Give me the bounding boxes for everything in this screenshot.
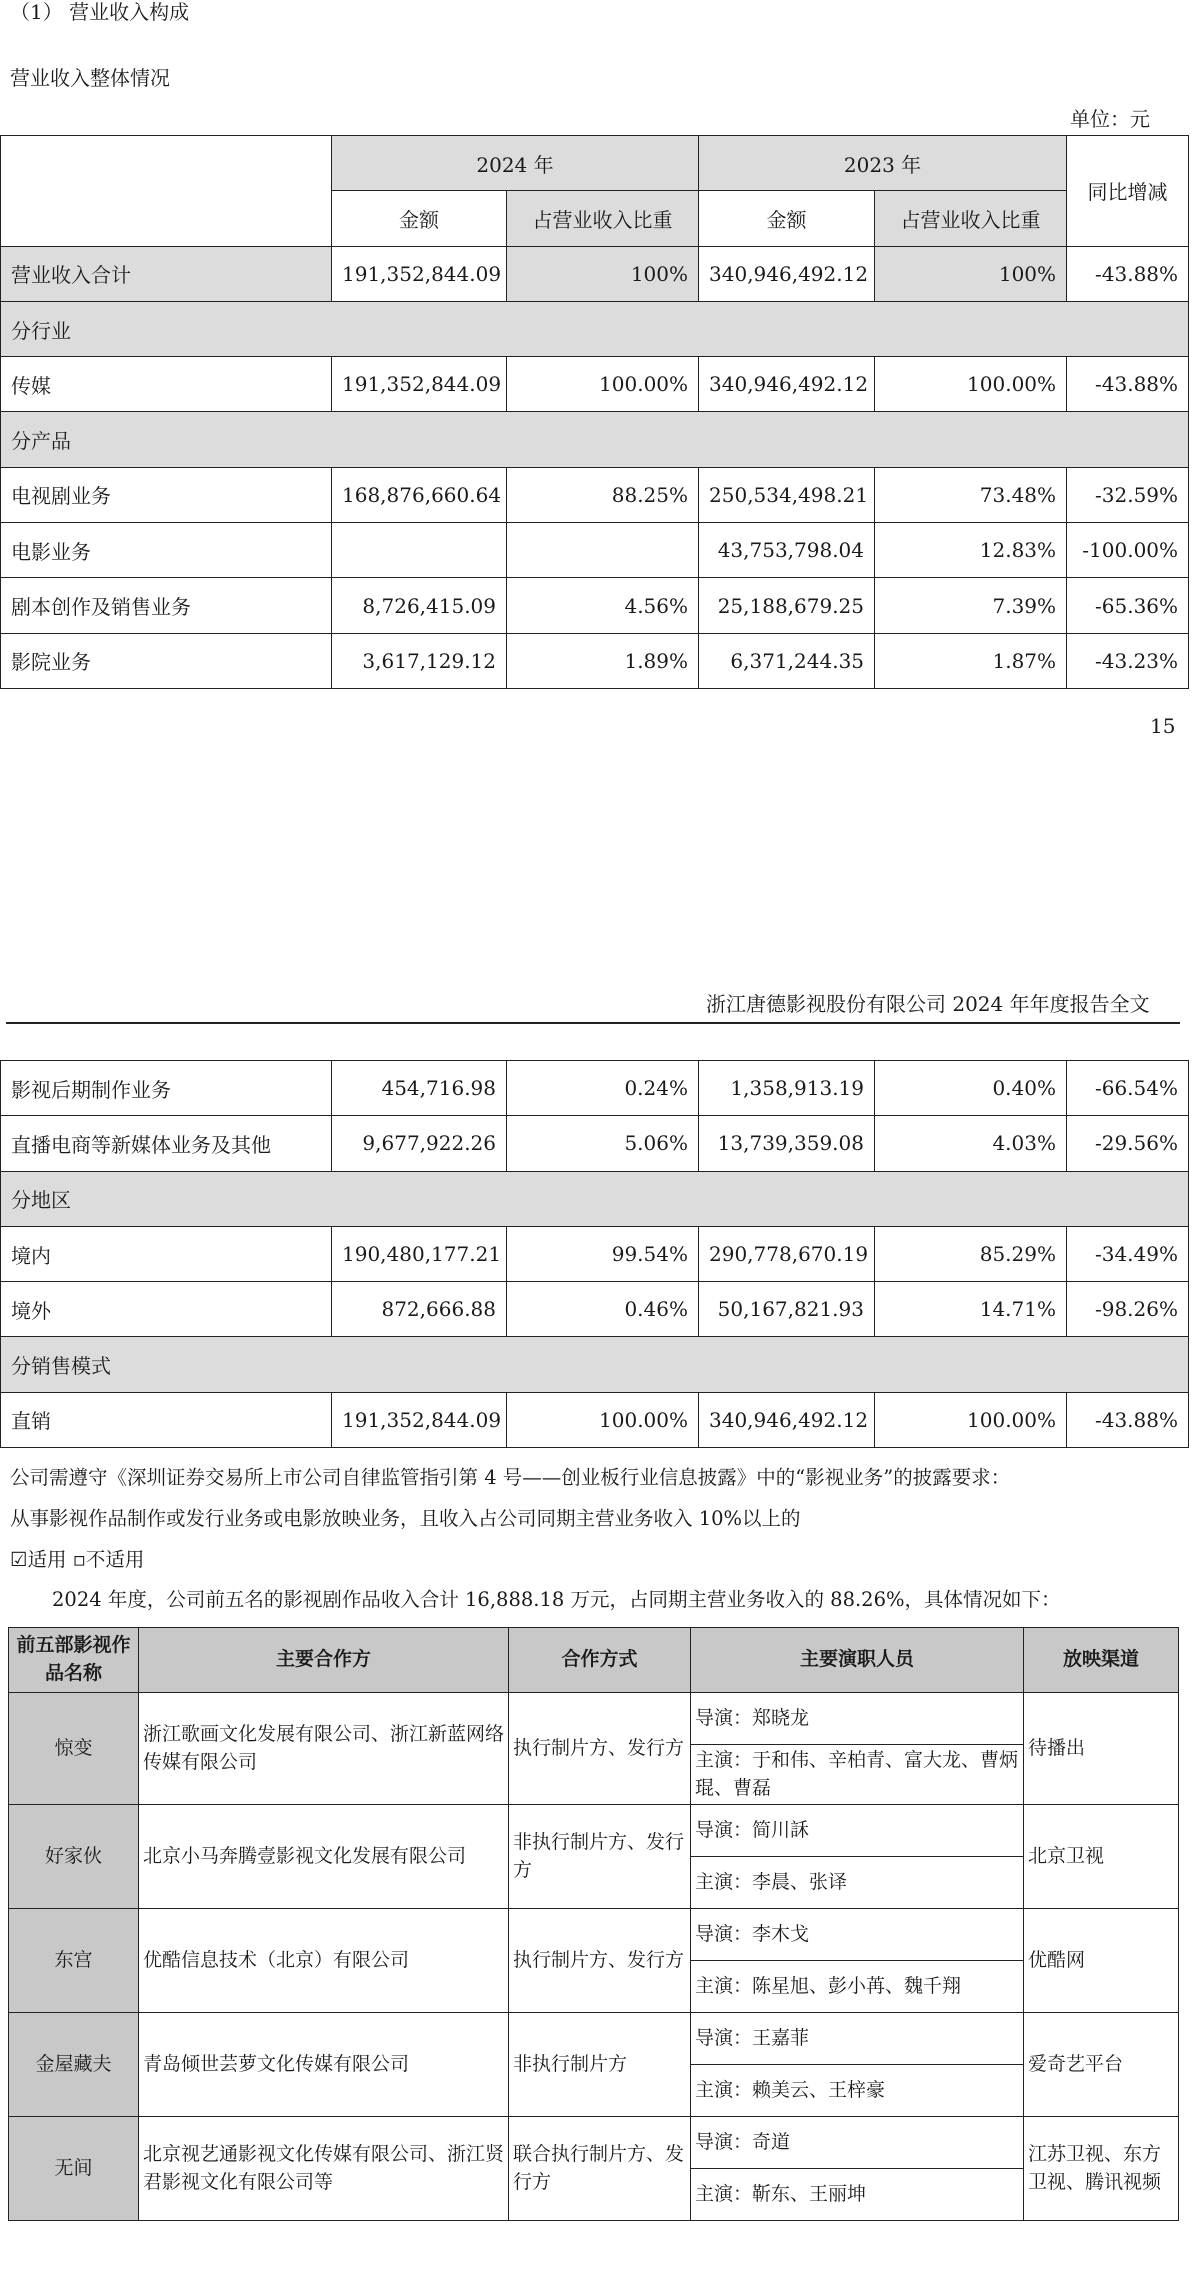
- header-share-2023: 占营业收入比重: [875, 191, 1067, 246]
- work-mode: 非执行制片方、发行方: [509, 1805, 691, 1909]
- header-amount-2023: 金额: [699, 191, 875, 246]
- table-row: [1, 1392, 1189, 1447]
- amount-2023: 6,371,244.35: [699, 633, 875, 688]
- work-row: [9, 1805, 1179, 1857]
- share-2024: 0.24%: [507, 1061, 699, 1116]
- category-label: 分行业: [1, 301, 1189, 356]
- share-2023: 100.00%: [875, 357, 1067, 412]
- table-row: [1, 467, 1189, 522]
- works-header-row: [9, 1628, 1179, 1693]
- yoy-change: -65.36%: [1067, 578, 1189, 633]
- yoy-change: -43.88%: [1067, 357, 1189, 412]
- work-cast: 主演：于和伟、辛柏青、富大龙、曹炳琨、曹磊: [691, 1745, 1024, 1805]
- row-label: 电视剧业务: [1, 467, 332, 522]
- amount-2023: 340,946,492.12: [699, 357, 875, 412]
- yoy-change: -43.88%: [1067, 1392, 1189, 1447]
- share-2024: 4.56%: [507, 578, 699, 633]
- disclosure-line-2: 从事影视作品制作或发行业务或电影放映业务，且收入占公司同期主营业务收入 10%以上的: [10, 1507, 801, 1530]
- share-2024: 1.89%: [507, 633, 699, 688]
- amount-2023: 13,739,359.08: [699, 1116, 875, 1171]
- header-blank: [1, 136, 332, 247]
- yoy-change: -32.59%: [1067, 467, 1189, 522]
- table-row: [1, 1061, 1189, 1116]
- header-mode: 合作方式: [509, 1628, 691, 1693]
- header-cast: 主要演职人员: [691, 1628, 1024, 1693]
- share-2023: 12.83%: [875, 523, 1067, 578]
- category-row-region: [1, 1171, 1189, 1226]
- work-director: 导演：简川訸: [691, 1805, 1024, 1857]
- amount-2024: 168,876,660.64: [332, 467, 507, 522]
- amount-2023: 340,946,492.12: [699, 1392, 875, 1447]
- table-row: [1, 357, 1189, 412]
- amount-2024: 190,480,177.21: [332, 1226, 507, 1281]
- page-number: 15: [1150, 714, 1176, 738]
- revenue-table-continued: [0, 1060, 1189, 1448]
- share-2023: 7.39%: [875, 578, 1067, 633]
- amount-2024: 8,726,415.09: [332, 578, 507, 633]
- share-2024: 100.00%: [507, 1392, 699, 1447]
- row-label: 影视后期制作业务: [1, 1061, 332, 1116]
- amount-2023: 290,778,670.19: [699, 1226, 875, 1281]
- amount-2024: 454,716.98: [332, 1061, 507, 1116]
- yoy-change: -43.23%: [1067, 633, 1189, 688]
- work-channel: 爱奇艺平台: [1024, 2013, 1179, 2117]
- work-channel: 优酷网: [1024, 1909, 1179, 2013]
- amount-2024: 191,352,844.09: [332, 246, 507, 301]
- work-director: 导演：郑晓龙: [691, 1693, 1024, 1745]
- work-mode: 执行制片方、发行方: [509, 1909, 691, 2013]
- category-label: 分销售模式: [1, 1337, 1189, 1392]
- work-name: 好家伙: [9, 1805, 139, 1909]
- row-label: 直播电商等新媒体业务及其他: [1, 1116, 332, 1171]
- work-channel: 江苏卫视、东方卫视、腾讯视频: [1024, 2117, 1179, 2221]
- row-label: 境外: [1, 1282, 332, 1337]
- work-row: [9, 1693, 1179, 1745]
- amount-2024: 872,666.88: [332, 1282, 507, 1337]
- work-director: 导演：李木戈: [691, 1909, 1024, 1961]
- row-label: 影院业务: [1, 633, 332, 688]
- section-heading: （1） 营业收入构成: [10, 0, 190, 24]
- work-name: 无间: [9, 2117, 139, 2221]
- row-label: 直销: [1, 1392, 332, 1447]
- disclosure-line-1: 公司需遵守《深圳证券交易所上市公司自律监管指引第 4 号——创业板行业信息披露》中的“影视业务”的披露要求：: [10, 1466, 1011, 1489]
- share-2023: 73.48%: [875, 467, 1067, 522]
- work-partner: 优酷信息技术（北京）有限公司: [139, 1909, 509, 2013]
- header-2024: 2024 年: [332, 136, 699, 191]
- header-partner: 主要合作方: [139, 1628, 509, 1693]
- work-cast: 主演：陈星旭、彭小苒、魏千翔: [691, 1961, 1024, 2013]
- header-channel: 放映渠道: [1024, 1628, 1179, 1693]
- category-row-industry: [1, 301, 1189, 356]
- share-2024: 5.06%: [507, 1116, 699, 1171]
- amount-2024: 191,352,844.09: [332, 1392, 507, 1447]
- work-channel: 待播出: [1024, 1693, 1179, 1805]
- work-row: [9, 2013, 1179, 2065]
- row-label: 剧本创作及销售业务: [1, 578, 332, 633]
- work-row: [9, 2117, 1179, 2169]
- work-cast: 主演：李晨、张译: [691, 1857, 1024, 1909]
- work-director: 导演：王嘉菲: [691, 2013, 1024, 2065]
- share-2023: 85.29%: [875, 1226, 1067, 1281]
- yoy-change: -98.26%: [1067, 1282, 1189, 1337]
- table-row: [1, 578, 1189, 633]
- category-row-sales: [1, 1337, 1189, 1392]
- table-row-total: [1, 246, 1189, 301]
- share-2024: 100.00%: [507, 357, 699, 412]
- table-row: [1, 1116, 1189, 1171]
- work-mode: 执行制片方、发行方: [509, 1693, 691, 1805]
- category-label: 分地区: [1, 1171, 1189, 1226]
- work-cast: 主演：赖美云、王梓豪: [691, 2065, 1024, 2117]
- share-2024: 0.46%: [507, 1282, 699, 1337]
- header-2023: 2023 年: [699, 136, 1067, 191]
- revenue-table: [0, 135, 1189, 689]
- header-amount-2024: 金额: [332, 191, 507, 246]
- yoy-change: -43.88%: [1067, 246, 1189, 301]
- unit-label: 单位：元: [1070, 107, 1150, 131]
- amount-2023: 250,534,498.21: [699, 467, 875, 522]
- work-partner: 青岛倾世芸萝文化传媒有限公司: [139, 2013, 509, 2117]
- yoy-change: -34.49%: [1067, 1226, 1189, 1281]
- work-mode: 非执行制片方: [509, 2013, 691, 2117]
- table-row: [1, 633, 1189, 688]
- share-2023: 1.87%: [875, 633, 1067, 688]
- amount-2023: 1,358,913.19: [699, 1061, 875, 1116]
- header-work-name: 前五部影视作品名称: [9, 1628, 139, 1693]
- amount-2023: 25,188,679.25: [699, 578, 875, 633]
- yoy-change: -29.56%: [1067, 1116, 1189, 1171]
- amount-2023: 340,946,492.12: [699, 246, 875, 301]
- share-2023: 100%: [875, 246, 1067, 301]
- share-2024: 99.54%: [507, 1226, 699, 1281]
- row-label: 传媒: [1, 357, 332, 412]
- work-director: 导演：奇道: [691, 2117, 1024, 2169]
- table-row: [1, 523, 1189, 578]
- header-share-2024: 占营业收入比重: [507, 191, 699, 246]
- share-2023: 4.03%: [875, 1116, 1067, 1171]
- yoy-change: -66.54%: [1067, 1061, 1189, 1116]
- applicable-checkbox: ☑适用 ▫不适用: [10, 1548, 145, 1571]
- amount-2023: 43,753,798.04: [699, 523, 875, 578]
- category-label: 分产品: [1, 412, 1189, 467]
- amount-2024: 3,617,129.12: [332, 633, 507, 688]
- share-2023: 0.40%: [875, 1061, 1067, 1116]
- top-works-table: [8, 1627, 1179, 2221]
- share-2024: 88.25%: [507, 467, 699, 522]
- work-name: 东宫: [9, 1909, 139, 2013]
- work-partner: 浙江歌画文化发展有限公司、浙江新蓝网络传媒有限公司: [139, 1693, 509, 1805]
- work-name: 金屋藏夫: [9, 2013, 139, 2117]
- row-label: 营业收入合计: [1, 246, 332, 301]
- yoy-change: -100.00%: [1067, 523, 1189, 578]
- table-row: [1, 1226, 1189, 1281]
- category-row-product: [1, 412, 1189, 467]
- running-header: 浙江唐德影视股份有限公司 2024 年年度报告全文: [706, 992, 1150, 1016]
- table-subtitle: 营业收入整体情况: [10, 66, 170, 90]
- row-label: 电影业务: [1, 523, 332, 578]
- amount-2023: 50,167,821.93: [699, 1282, 875, 1337]
- row-label: 境内: [1, 1226, 332, 1281]
- work-partner: 北京小马奔腾壹影视文化发展有限公司: [139, 1805, 509, 1909]
- work-cast: 主演：靳东、王丽坤: [691, 2169, 1024, 2221]
- disclosure-line-3: 2024 年度，公司前五名的影视剧作品收入合计 16,888.18 万元，占同期主营业务收入的 88.26%，具体情况如下：: [52, 1588, 1061, 1611]
- work-channel: 北京卫视: [1024, 1805, 1179, 1909]
- share-2023: 14.71%: [875, 1282, 1067, 1337]
- share-2024: [507, 523, 699, 578]
- work-row: [9, 1909, 1179, 1961]
- header-yoy: 同比增减: [1067, 136, 1189, 247]
- table-row: [1, 1282, 1189, 1337]
- work-mode: 联合执行制片方、发行方: [509, 2117, 691, 2221]
- work-partner: 北京视艺通影视文化传媒有限公司、浙江贤君影视文化有限公司等: [139, 2117, 509, 2221]
- share-2023: 100.00%: [875, 1392, 1067, 1447]
- amount-2024: 191,352,844.09: [332, 357, 507, 412]
- header-rule: [6, 1022, 1180, 1024]
- amount-2024: [332, 523, 507, 578]
- share-2024: 100%: [507, 246, 699, 301]
- amount-2024: 9,677,922.26: [332, 1116, 507, 1171]
- work-name: 惊变: [9, 1693, 139, 1805]
